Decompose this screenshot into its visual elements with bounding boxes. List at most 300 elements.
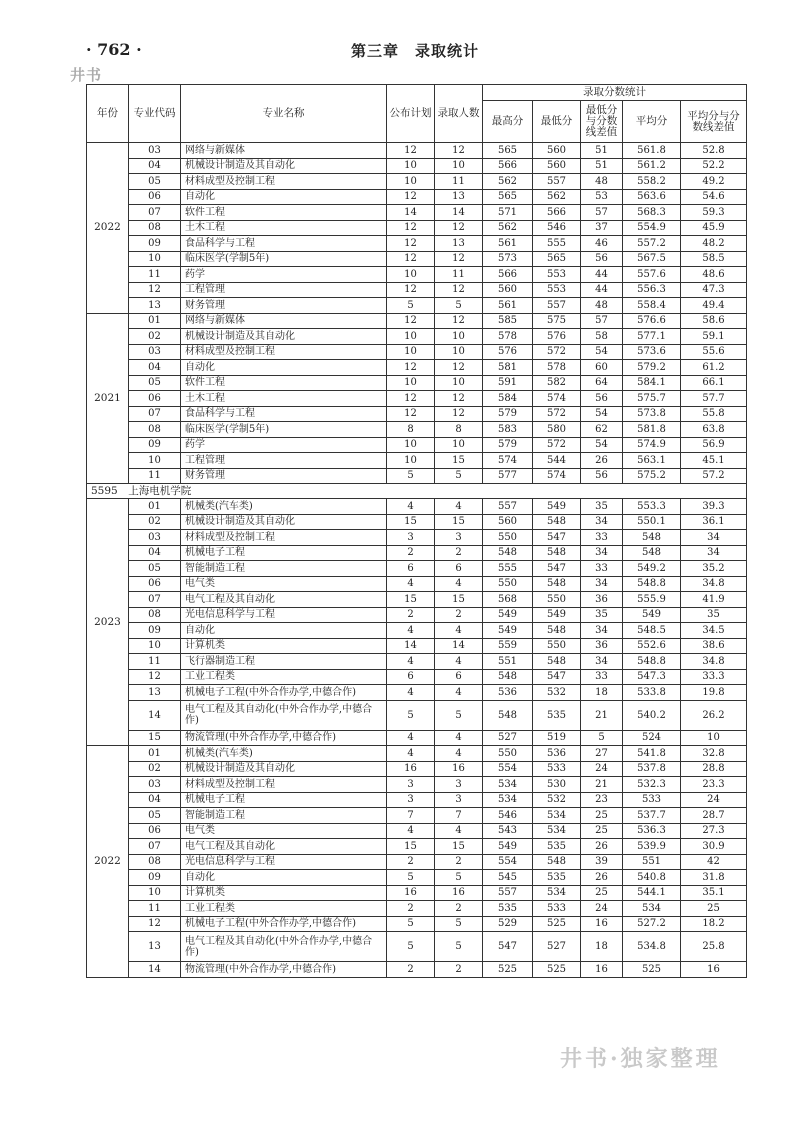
avg-cell: 581.8 xyxy=(623,422,681,438)
avg-cell: 533.8 xyxy=(623,685,681,701)
max-cell: 591 xyxy=(483,375,533,391)
avg-gap-cell: 39.3 xyxy=(681,499,747,515)
min-gap-cell: 25 xyxy=(581,808,623,824)
code-cell: 14 xyxy=(129,962,181,978)
avg-gap-cell: 16 xyxy=(681,962,747,978)
plan-cell: 12 xyxy=(387,220,435,236)
avg-gap-cell: 32.8 xyxy=(681,746,747,762)
name-cell: 食品科学与工程 xyxy=(181,406,387,422)
min-gap-cell: 37 xyxy=(581,220,623,236)
admitted-cell: 16 xyxy=(435,761,483,777)
min-cell: 547 xyxy=(533,530,581,546)
table-row xyxy=(87,267,747,283)
min-cell: 575 xyxy=(533,313,581,329)
min-gap-cell: 54 xyxy=(581,344,623,360)
table-row xyxy=(87,901,747,917)
plan-cell: 4 xyxy=(387,746,435,762)
max-cell: 573 xyxy=(483,251,533,267)
table-row xyxy=(87,576,747,592)
avg-cell: 554.9 xyxy=(623,220,681,236)
min-gap-cell: 16 xyxy=(581,962,623,978)
min-gap-cell: 34 xyxy=(581,576,623,592)
avg-gap-cell: 35.2 xyxy=(681,561,747,577)
min-gap-cell: 33 xyxy=(581,530,623,546)
admitted-cell: 5 xyxy=(435,870,483,886)
admitted-cell: 3 xyxy=(435,792,483,808)
code-cell: 09 xyxy=(129,870,181,886)
min-gap-cell: 24 xyxy=(581,901,623,917)
school-row xyxy=(87,484,747,499)
min-gap-cell: 44 xyxy=(581,282,623,298)
table-row xyxy=(87,654,747,670)
admitted-cell: 16 xyxy=(435,885,483,901)
max-cell: 527 xyxy=(483,730,533,746)
table-row xyxy=(87,839,747,855)
min-gap-cell: 48 xyxy=(581,298,623,314)
min-gap-cell: 33 xyxy=(581,669,623,685)
min-gap-cell: 18 xyxy=(581,932,623,962)
table-row xyxy=(87,143,747,159)
admitted-cell: 15 xyxy=(435,453,483,469)
admitted-cell: 12 xyxy=(435,360,483,376)
code-cell: 02 xyxy=(129,761,181,777)
avg-gap-cell: 35.1 xyxy=(681,885,747,901)
admitted-cell: 2 xyxy=(435,607,483,623)
max-cell: 554 xyxy=(483,761,533,777)
avg-cell: 574.9 xyxy=(623,437,681,453)
admitted-cell: 12 xyxy=(435,406,483,422)
code-cell: 04 xyxy=(129,792,181,808)
admitted-cell: 11 xyxy=(435,267,483,283)
avg-gap-cell: 34 xyxy=(681,530,747,546)
min-cell: 572 xyxy=(533,437,581,453)
code-cell: 12 xyxy=(129,282,181,298)
name-cell: 智能制造工程 xyxy=(181,561,387,577)
avg-gap-cell: 25 xyxy=(681,901,747,917)
avg-gap-cell: 26.2 xyxy=(681,700,747,730)
plan-cell: 14 xyxy=(387,205,435,221)
admitted-cell: 14 xyxy=(435,638,483,654)
code-cell: 12 xyxy=(129,669,181,685)
code-cell: 06 xyxy=(129,576,181,592)
table-row xyxy=(87,669,747,685)
name-cell: 临床医学(学制5年) xyxy=(181,422,387,438)
code-cell: 10 xyxy=(129,885,181,901)
admitted-cell: 12 xyxy=(435,282,483,298)
avg-gap-cell: 49.4 xyxy=(681,298,747,314)
table-row xyxy=(87,360,747,376)
min-gap-cell: 35 xyxy=(581,499,623,515)
code-cell: 03 xyxy=(129,143,181,159)
min-gap-cell: 33 xyxy=(581,561,623,577)
code-cell: 09 xyxy=(129,623,181,639)
name-cell: 材料成型及控制工程 xyxy=(181,174,387,190)
code-cell: 11 xyxy=(129,468,181,484)
max-cell: 551 xyxy=(483,654,533,670)
min-cell: 525 xyxy=(533,962,581,978)
avg-gap-cell: 61.2 xyxy=(681,360,747,376)
min-cell: 557 xyxy=(533,298,581,314)
plan-cell: 12 xyxy=(387,313,435,329)
plan-cell: 3 xyxy=(387,777,435,793)
avg-gap-cell: 56.9 xyxy=(681,437,747,453)
plan-cell: 12 xyxy=(387,391,435,407)
plan-cell: 4 xyxy=(387,576,435,592)
min-gap-cell: 36 xyxy=(581,592,623,608)
table-row xyxy=(87,916,747,932)
admitted-cell: 5 xyxy=(435,468,483,484)
code-cell: 04 xyxy=(129,360,181,376)
admitted-cell: 4 xyxy=(435,730,483,746)
plan-cell: 10 xyxy=(387,174,435,190)
admitted-cell: 12 xyxy=(435,220,483,236)
table-row xyxy=(87,962,747,978)
name-cell: 电气工程及其自动化 xyxy=(181,592,387,608)
avg-gap-cell: 34 xyxy=(681,545,747,561)
avg-gap-cell: 66.1 xyxy=(681,375,747,391)
min-cell: 549 xyxy=(533,499,581,515)
avg-cell: 548 xyxy=(623,530,681,546)
name-cell: 土木工程 xyxy=(181,220,387,236)
year-cell: 2023 xyxy=(87,499,129,746)
school-title: 5595 上海电机学院 xyxy=(87,484,747,499)
avg-cell: 575.7 xyxy=(623,391,681,407)
name-cell: 机械电子工程 xyxy=(181,545,387,561)
table-row xyxy=(87,545,747,561)
name-cell: 机械设计制造及其自动化 xyxy=(181,514,387,530)
admitted-cell: 2 xyxy=(435,901,483,917)
code-cell: 01 xyxy=(129,499,181,515)
plan-cell: 2 xyxy=(387,962,435,978)
min-gap-header: 最低分与分数线差值 xyxy=(581,101,623,143)
min-cell: 582 xyxy=(533,375,581,391)
year-header: 年份 xyxy=(87,85,129,143)
plan-cell: 4 xyxy=(387,654,435,670)
avg-cell: 540.8 xyxy=(623,870,681,886)
name-cell: 智能制造工程 xyxy=(181,808,387,824)
min-cell: 553 xyxy=(533,267,581,283)
code-cell: 10 xyxy=(129,251,181,267)
avg-gap-cell: 10 xyxy=(681,730,747,746)
min-cell: 560 xyxy=(533,158,581,174)
max-cell: 554 xyxy=(483,854,533,870)
max-cell: 545 xyxy=(483,870,533,886)
max-cell: 574 xyxy=(483,453,533,469)
min-gap-cell: 54 xyxy=(581,437,623,453)
admitted-cell: 5 xyxy=(435,916,483,932)
avg-cell: 537.8 xyxy=(623,761,681,777)
avg-cell: 550.1 xyxy=(623,514,681,530)
plan-cell: 10 xyxy=(387,344,435,360)
table-row xyxy=(87,854,747,870)
avg-cell: 537.7 xyxy=(623,808,681,824)
year-cell: 2022 xyxy=(87,143,129,314)
avg-gap-cell: 19.8 xyxy=(681,685,747,701)
max-cell: 578 xyxy=(483,329,533,345)
avg-gap-cell: 34.8 xyxy=(681,654,747,670)
name-cell: 财务管理 xyxy=(181,468,387,484)
table-row xyxy=(87,592,747,608)
min-gap-cell: 27 xyxy=(581,746,623,762)
avg-cell: 555.9 xyxy=(623,592,681,608)
avg-gap-cell: 47.3 xyxy=(681,282,747,298)
admitted-cell: 4 xyxy=(435,499,483,515)
avg-cell: 540.2 xyxy=(623,700,681,730)
min-cell: 548 xyxy=(533,514,581,530)
name-cell: 材料成型及控制工程 xyxy=(181,530,387,546)
min-cell: 534 xyxy=(533,808,581,824)
min-gap-cell: 21 xyxy=(581,700,623,730)
avg-cell: 584.1 xyxy=(623,375,681,391)
table-row xyxy=(87,344,747,360)
min-cell: 565 xyxy=(533,251,581,267)
admitted-cell: 2 xyxy=(435,962,483,978)
max-cell: 550 xyxy=(483,746,533,762)
min-gap-cell: 26 xyxy=(581,839,623,855)
min-cell: 536 xyxy=(533,746,581,762)
code-cell: 05 xyxy=(129,375,181,391)
name-cell: 机械电子工程(中外合作办学,中德合作) xyxy=(181,916,387,932)
min-gap-cell: 56 xyxy=(581,251,623,267)
year-cell: 2021 xyxy=(87,313,129,484)
code-cell: 06 xyxy=(129,189,181,205)
admitted-cell: 12 xyxy=(435,143,483,159)
admitted-cell: 5 xyxy=(435,700,483,730)
avg-cell: 549 xyxy=(623,607,681,623)
avg-gap-cell: 45.9 xyxy=(681,220,747,236)
avg-gap-cell: 38.6 xyxy=(681,638,747,654)
max-cell: 550 xyxy=(483,530,533,546)
max-cell: 576 xyxy=(483,344,533,360)
min-gap-cell: 48 xyxy=(581,174,623,190)
admitted-cell: 3 xyxy=(435,530,483,546)
min-gap-cell: 60 xyxy=(581,360,623,376)
score-group-header: 录取分数统计 xyxy=(483,85,747,101)
avg-cell: 553.3 xyxy=(623,499,681,515)
code-cell: 10 xyxy=(129,453,181,469)
avg-cell: 524 xyxy=(623,730,681,746)
plan-cell: 4 xyxy=(387,623,435,639)
name-cell: 自动化 xyxy=(181,870,387,886)
avg-cell: 536.3 xyxy=(623,823,681,839)
avg-gap-cell: 27.3 xyxy=(681,823,747,839)
name-cell: 土木工程 xyxy=(181,391,387,407)
code-cell: 07 xyxy=(129,839,181,855)
min-cell: 549 xyxy=(533,607,581,623)
plan-cell: 15 xyxy=(387,514,435,530)
min-cell: 548 xyxy=(533,623,581,639)
avg-gap-cell: 45.1 xyxy=(681,453,747,469)
avg-cell: 544.1 xyxy=(623,885,681,901)
min-gap-cell: 26 xyxy=(581,453,623,469)
name-cell: 药学 xyxy=(181,267,387,283)
max-cell: 543 xyxy=(483,823,533,839)
code-cell: 08 xyxy=(129,854,181,870)
max-cell: 548 xyxy=(483,545,533,561)
avg-cell: 568.3 xyxy=(623,205,681,221)
name-cell: 电气类 xyxy=(181,823,387,839)
avg-gap-cell: 42 xyxy=(681,854,747,870)
plan-cell: 2 xyxy=(387,854,435,870)
min-cell: 534 xyxy=(533,885,581,901)
plan-cell: 10 xyxy=(387,437,435,453)
plan-cell: 15 xyxy=(387,839,435,855)
table-row xyxy=(87,808,747,824)
code-cell: 10 xyxy=(129,638,181,654)
avg-gap-cell: 23.3 xyxy=(681,777,747,793)
avg-cell: 558.2 xyxy=(623,174,681,190)
name-cell: 工业工程类 xyxy=(181,669,387,685)
table-row xyxy=(87,685,747,701)
min-cell: 572 xyxy=(533,406,581,422)
name-cell: 计算机类 xyxy=(181,638,387,654)
min-gap-cell: 36 xyxy=(581,638,623,654)
avg-cell: 557.2 xyxy=(623,236,681,252)
max-cell: 529 xyxy=(483,916,533,932)
major-header: 专业名称 xyxy=(181,85,387,143)
avg-cell: 561.8 xyxy=(623,143,681,159)
min-gap-cell: 34 xyxy=(581,654,623,670)
code-cell: 05 xyxy=(129,561,181,577)
max-cell: 534 xyxy=(483,777,533,793)
code-cell: 08 xyxy=(129,422,181,438)
code-cell: 03 xyxy=(129,777,181,793)
plan-cell: 2 xyxy=(387,607,435,623)
code-cell: 13 xyxy=(129,932,181,962)
plan-cell: 2 xyxy=(387,545,435,561)
name-cell: 机械设计制造及其自动化 xyxy=(181,329,387,345)
min-gap-cell: 58 xyxy=(581,329,623,345)
table-row xyxy=(87,468,747,484)
max-cell: 550 xyxy=(483,576,533,592)
table-row xyxy=(87,313,747,329)
plan-cell: 14 xyxy=(387,638,435,654)
min-gap-cell: 39 xyxy=(581,854,623,870)
max-cell: 577 xyxy=(483,468,533,484)
min-cell: 547 xyxy=(533,669,581,685)
max-cell: 571 xyxy=(483,205,533,221)
avg-cell: 534 xyxy=(623,901,681,917)
avg-cell: 527.2 xyxy=(623,916,681,932)
table-row xyxy=(87,792,747,808)
admitted-cell: 3 xyxy=(435,777,483,793)
code-cell: 05 xyxy=(129,174,181,190)
admitted-cell: 4 xyxy=(435,623,483,639)
min-cell: 560 xyxy=(533,143,581,159)
code-cell: 14 xyxy=(129,700,181,730)
plan-cell: 16 xyxy=(387,885,435,901)
table-row xyxy=(87,746,747,762)
name-cell: 软件工程 xyxy=(181,375,387,391)
avg-gap-cell: 36.1 xyxy=(681,514,747,530)
min-cell: 550 xyxy=(533,592,581,608)
name-cell: 软件工程 xyxy=(181,205,387,221)
min-cell: 532 xyxy=(533,792,581,808)
max-cell: 555 xyxy=(483,561,533,577)
plan-cell: 12 xyxy=(387,251,435,267)
code-cell: 07 xyxy=(129,406,181,422)
plan-cell: 4 xyxy=(387,730,435,746)
avg-gap-cell: 31.8 xyxy=(681,870,747,886)
admitted-cell: 15 xyxy=(435,592,483,608)
min-gap-cell: 64 xyxy=(581,375,623,391)
avg-cell: 567.5 xyxy=(623,251,681,267)
min-gap-cell: 16 xyxy=(581,916,623,932)
plan-cell: 5 xyxy=(387,932,435,962)
name-cell: 物流管理(中外合作办学,中德合作) xyxy=(181,962,387,978)
plan-cell: 3 xyxy=(387,792,435,808)
admitted-cell: 2 xyxy=(435,545,483,561)
name-cell: 食品科学与工程 xyxy=(181,236,387,252)
min-cell: 578 xyxy=(533,360,581,376)
max-cell: 579 xyxy=(483,437,533,453)
name-cell: 工业工程类 xyxy=(181,901,387,917)
max-cell: 561 xyxy=(483,236,533,252)
avg-gap-cell: 58.5 xyxy=(681,251,747,267)
avg-gap-cell: 59.1 xyxy=(681,329,747,345)
name-cell: 自动化 xyxy=(181,360,387,376)
avg-cell: 539.9 xyxy=(623,839,681,855)
min-cell: 546 xyxy=(533,220,581,236)
admitted-cell: 10 xyxy=(435,329,483,345)
code-cell: 11 xyxy=(129,267,181,283)
table-row xyxy=(87,391,747,407)
max-cell: 547 xyxy=(483,932,533,962)
code-cell: 07 xyxy=(129,592,181,608)
table-row xyxy=(87,530,747,546)
min-header: 最低分 xyxy=(533,101,581,143)
max-cell: 557 xyxy=(483,885,533,901)
avg-cell: 573.8 xyxy=(623,406,681,422)
min-gap-cell: 26 xyxy=(581,870,623,886)
code-cell: 12 xyxy=(129,916,181,932)
plan-cell: 12 xyxy=(387,406,435,422)
avg-cell: 532.3 xyxy=(623,777,681,793)
code-cell: 03 xyxy=(129,344,181,360)
name-cell: 电气工程及其自动化 xyxy=(181,839,387,855)
avg-gap-cell: 55.8 xyxy=(681,406,747,422)
avg-cell: 534.8 xyxy=(623,932,681,962)
table-row xyxy=(87,561,747,577)
max-cell: 560 xyxy=(483,514,533,530)
min-gap-cell: 35 xyxy=(581,607,623,623)
table-row xyxy=(87,298,747,314)
max-cell: 581 xyxy=(483,360,533,376)
name-cell: 机械电子工程 xyxy=(181,792,387,808)
min-gap-cell: 44 xyxy=(581,267,623,283)
plan-cell: 2 xyxy=(387,901,435,917)
avg-gap-cell: 52.2 xyxy=(681,158,747,174)
admitted-cell: 15 xyxy=(435,839,483,855)
table-row xyxy=(87,220,747,236)
admitted-cell: 12 xyxy=(435,251,483,267)
table-row xyxy=(87,870,747,886)
avg-gap-cell: 49.2 xyxy=(681,174,747,190)
min-cell: 553 xyxy=(533,282,581,298)
min-cell: 525 xyxy=(533,916,581,932)
admitted-cell: 4 xyxy=(435,823,483,839)
table-row xyxy=(87,730,747,746)
admitted-cell: 14 xyxy=(435,205,483,221)
avg-cell: 548.8 xyxy=(623,654,681,670)
plan-cell: 5 xyxy=(387,468,435,484)
table-row xyxy=(87,158,747,174)
avg-cell: 548.5 xyxy=(623,623,681,639)
min-cell: 548 xyxy=(533,854,581,870)
admitted-cell: 15 xyxy=(435,514,483,530)
avg-gap-cell: 52.8 xyxy=(681,143,747,159)
min-gap-cell: 34 xyxy=(581,514,623,530)
